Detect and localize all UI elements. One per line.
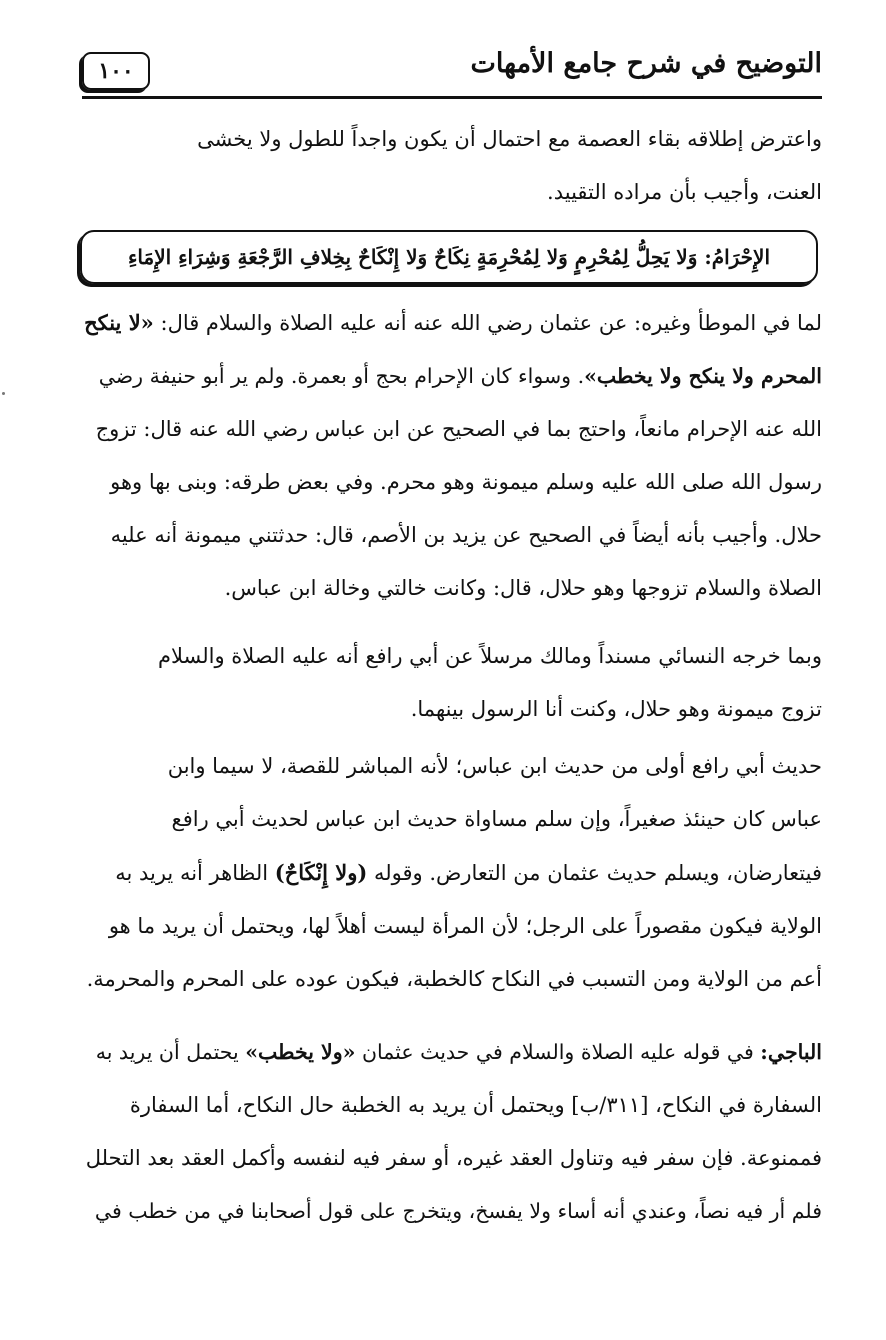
paragraph-3: [82, 630, 822, 736]
text-line: [82, 296, 822, 350]
paragraph-2: [82, 296, 822, 615]
text-run: الظاهر أنه يريد به: [115, 861, 275, 885]
text-line: حديث أبي رافع أولى من حديث ابن عباس؛ لأنه المباشر للقصة، لا سيما وابن: [167, 754, 822, 778]
text-line: واعترض إطلاقه بقاء العصمة مع احتمال أن يكون واجداً للطول ولا يخشى: [197, 127, 822, 151]
text-line: الصلاة والسلام تزوجها وهو حلال، قال: وكانت خالتي وخالة ابن عباس.: [224, 576, 822, 600]
text-line: الله عنه الإحرام مانعاً، واحتج بما في الصحيح عن ابن عباس رضي الله عنه قال: تزوج: [95, 417, 822, 441]
running-header: [82, 40, 822, 96]
text-line: عباس كان حينئذ صغيراً، وإن سلم مساواة حديث ابن عباس لحديث أبي رافع: [171, 807, 822, 831]
text-line: العنت، وأجيب بأن مراده التقييد.: [547, 180, 822, 204]
text-line: [82, 1026, 822, 1079]
text-line: تزوج ميمونة وهو حلال، وكنت أنا الرسول بينهما.: [410, 697, 822, 721]
paragraph-5: [82, 1026, 822, 1238]
rubric-box: [80, 230, 818, 284]
text-run: يحتمل أن يريد به: [95, 1040, 246, 1064]
paragraph-4: [82, 740, 822, 1006]
text-run: في قوله عليه الصلاة والسلام في حديث عثمان: [355, 1040, 761, 1064]
text-line: [82, 350, 822, 403]
header-rule: [82, 96, 822, 99]
text-line: فممنوعة. فإن سفر فيه وتناول العقد غيره، أو سفر فيه لنفسه وأكمل العقد بعد التحلل: [85, 1146, 822, 1170]
text-line: [82, 846, 822, 900]
text-line: حلال. وأجيب بأنه أيضاً في الصحيح عن يزيد بن الأصم، قال: حدثتني ميمونة أنه عليه: [110, 523, 822, 547]
quoted-hadith: المحرم ولا ينكح ولا يخطب»: [584, 364, 822, 388]
text-line: السفارة في النكاح، [٣١١/ب] ويحتمل أن يريد به الخطبة حال النكاح، أما السفارة: [129, 1093, 822, 1117]
text-run: لما في الموطأ وغيره: عن عثمان رضي الله عنه أنه عليه الصلاة والسلام قال:: [153, 311, 822, 335]
page-number: ١٠٠: [82, 52, 150, 90]
quoted-term: (ولا إِنْكَاحٌ): [274, 860, 368, 885]
book-title: التوضيح في شرح جامع الأمهات: [470, 48, 822, 79]
text-line: رسول الله صلى الله عليه وسلم ميمونة وهو محرم. وفي بعض طرقه: وبنى بها وهو: [110, 470, 822, 494]
quoted-hadith: «لا ينكح: [84, 310, 154, 335]
text-line: أعم من الولاية ومن التسبب في النكاح كالخطبة، فيكون عوده على المحرم والمحرمة.: [86, 967, 822, 991]
text-line: وبما خرجه النسائي مسنداً ومالك مرسلاً عن أبي رافع أنه عليه الصلاة والسلام: [157, 644, 822, 668]
margin-dot: [2, 392, 5, 395]
quoted-hadith: «ولا يخطب»: [245, 1040, 356, 1064]
text-line: الولاية فيكون مقصوراً على الرجل؛ لأن المرأة ليست أهلاً لها، ويحتمل أن يريد ما هو: [108, 914, 822, 938]
text-run: . وسواء كان الإحرام بحج أو بعمرة. ولم ير أبو حنيفة رضي: [98, 364, 585, 388]
author-name: الباجي:: [760, 1040, 822, 1064]
rubric-text: الإِحْرَامُ: وَلا يَحِلُّ لِمُحْرِمٍ وَلا لِمُحْرِمَةٍ نِكَاحٌ وَلا إِنْكَاحٌ بِخِلافِ الرَّجْعَةِ وَشِرَاءِ الإِمَاءِ: [128, 245, 771, 269]
text-line: فلم أر فيه نصاً، وعندي أنه أساء ولا يفسخ، ويتخرج على قول أصحابنا في من خطب في: [94, 1199, 822, 1223]
paragraph-1: [82, 113, 822, 219]
text-run: فيتعارضان، ويسلم حديث عثمان من التعارض. وقوله: [367, 861, 822, 885]
